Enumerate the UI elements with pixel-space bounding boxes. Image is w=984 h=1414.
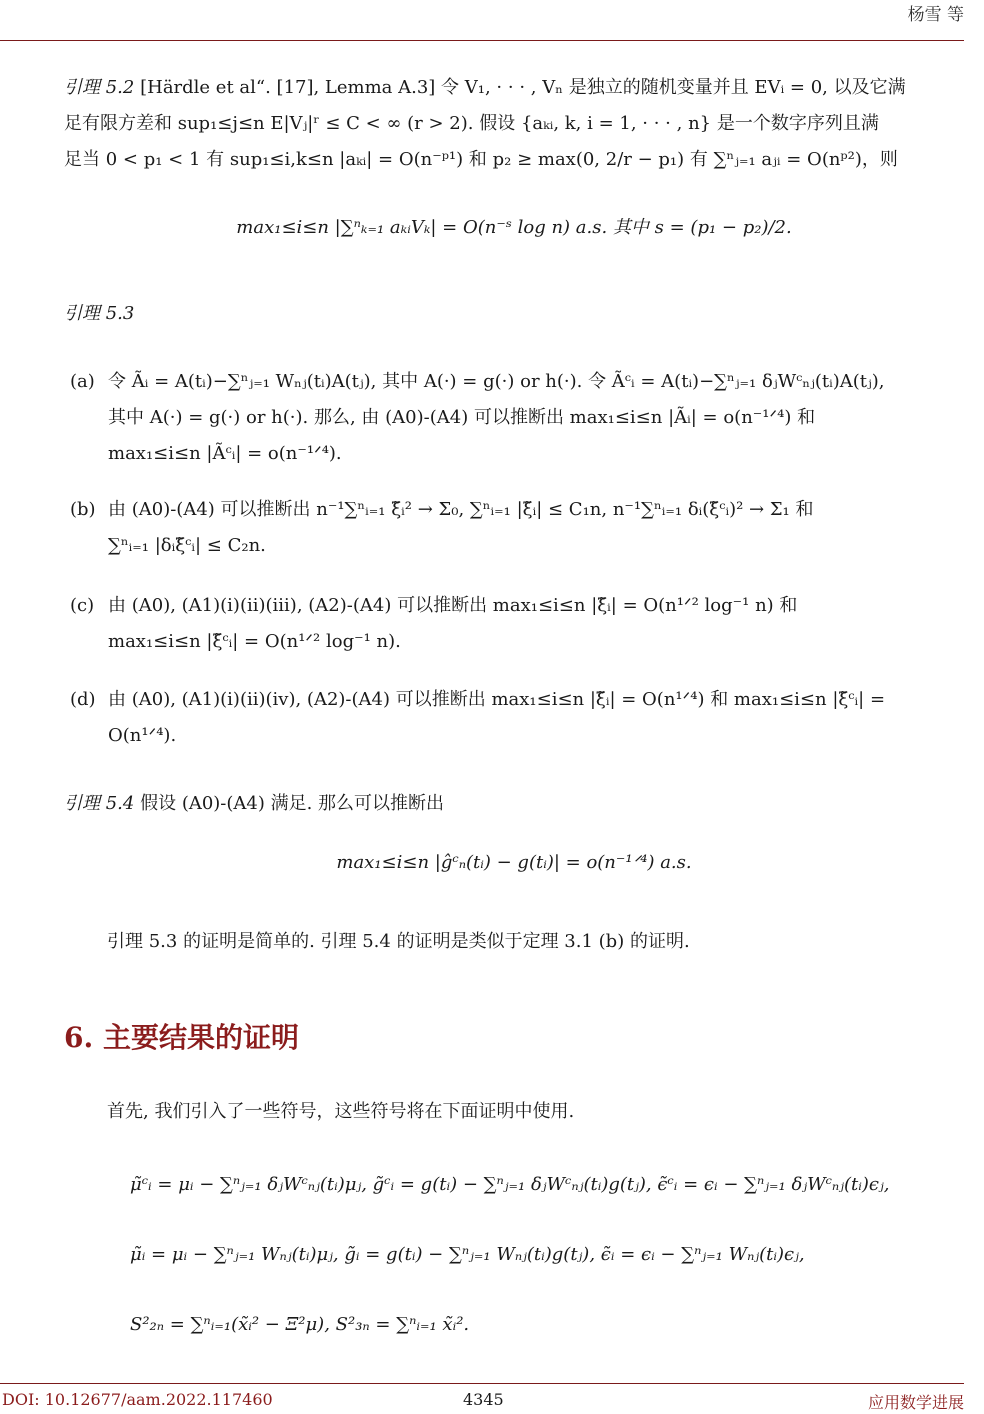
section-number: 6. — [64, 1021, 94, 1054]
item-marker: (c) — [70, 595, 95, 616]
lemma-5-2 — [64, 70, 964, 178]
item-line: ∑ⁿᵢ₌₁ |δᵢξ̃ᶜᵢ| ≤ C₂n. — [108, 535, 266, 556]
proof-note: 引理 5.3 的证明是简单的. 引理 5.4 的证明是类似于定理 3.1 (b) 的证明. — [107, 931, 690, 952]
lemma-5-2-display-equation: max₁≤i≤n |∑ⁿₖ₌₁ aₖᵢVₖ| = O(n⁻ˢ log n) a.s. 其中 s = (p₁ − p₂)/2. — [236, 217, 792, 238]
lemma-5-2-line-2: 足有限方差和 sup₁≤j≤n E|Vⱼ|ʳ ≤ C < ∞ (r > 2). 假设 {aₖᵢ, k, i = 1, · · · , n} 是一个数字序列且满 — [64, 113, 879, 134]
lemma-5-4-display-equation: max₁≤i≤n |ĝᶜₙ(tᵢ) − g(tᵢ)| = o(n⁻¹ᐟ⁴) a.s. — [336, 852, 692, 873]
footer-rule — [0, 1383, 964, 1384]
section-title: 主要结果的证明 — [102, 1021, 299, 1054]
lemma-5-3-item-d — [70, 682, 970, 754]
lemma-5-4-label: 引理 5.4 — [64, 793, 135, 814]
definitions-block — [130, 1160, 970, 1360]
lemma-5-2-line-1: [Härdle et al“. [17], Lemma A.3] 令 V₁, · · · , Vₙ 是独立的随机变量并且 EVᵢ = 0, 以及它满 — [140, 77, 906, 98]
item-marker: (b) — [70, 499, 96, 520]
footer-journal-link[interactable]: 应用数学进展 — [867, 1393, 964, 1412]
header-rule — [0, 40, 964, 41]
item-line: 令 Ãᵢ = A(tᵢ)−∑ⁿⱼ₌₁ Wₙⱼ(tᵢ)A(tⱼ), 其中 A(·) = g(·) or h(·). 令 Ãᶜᵢ = A(tᵢ)−∑ⁿⱼ₌₁ δⱼWᶜₙⱼ(tᵢ)A(tⱼ), — [108, 371, 885, 392]
item-line: O(n¹ᐟ⁴). — [108, 725, 177, 746]
item-line: 其中 A(·) = g(·) or h(·). 那么, 由 (A0)-(A4) 可以推断出 max₁≤i≤n |Ãᵢ| = o(n⁻¹ᐟ⁴) 和 — [108, 407, 816, 428]
lemma-5-2-label: 引理 5.2 — [64, 77, 135, 98]
definition-line-2: μ̃ᵢ = μᵢ − ∑ⁿⱼ₌₁ Wₙⱼ(tᵢ)μⱼ, g̃ᵢ = g(tᵢ) − ∑ⁿⱼ₌₁ Wₙⱼ(tᵢ)g(tⱼ), ϵ̃ᵢ = ϵᵢ − ∑ⁿⱼ₌₁ Wₙⱼ(tᵢ)ϵⱼ, — [130, 1244, 805, 1265]
item-line: 由 (A0), (A1)(i)(ii)(iv), (A2)-(A4) 可以推断出 max₁≤i≤n |ξ̃ᵢ| = O(n¹ᐟ⁴) 和 max₁≤i≤n |ξ̃ᶜᵢ| = — [108, 689, 886, 710]
footer-page-number: 4345 — [463, 1390, 504, 1409]
item-line: 由 (A0)-(A4) 可以推断出 n⁻¹∑ⁿᵢ₌₁ ξ̃ᵢ² → Σ₀, ∑ⁿᵢ₌₁ |ξ̃ᵢ| ≤ C₁n, n⁻¹∑ⁿᵢ₌₁ δᵢ(ξ̃ᶜᵢ)² → Σ₁ 和 — [108, 499, 814, 520]
running-head: 杨雪 等 — [907, 5, 964, 25]
lemma-5-2-line-3: 足当 0 < p₁ < 1 有 sup₁≤i,k≤n |aₖᵢ| = O(n⁻ᵖ¹) 和 p₂ ≥ max(0, 2/r − p₁) 有 ∑ⁿⱼ₌₁ aⱼᵢ = O(nᵖ²)，则 — [64, 149, 898, 170]
item-line: max₁≤i≤n |Ãᶜᵢ| = o(n⁻¹ᐟ⁴). — [108, 443, 342, 464]
definition-line-1: μ̃ᶜᵢ = μᵢ − ∑ⁿⱼ₌₁ δⱼWᶜₙⱼ(tᵢ)μⱼ, g̃ᶜᵢ = g(tᵢ) − ∑ⁿⱼ₌₁ δⱼWᶜₙⱼ(tᵢ)g(tⱼ), ϵ̃ᶜᵢ = ϵᵢ − ∑ⁿⱼ₌₁ δⱼWᶜₙⱼ(tᵢ)ϵⱼ, — [130, 1174, 890, 1195]
item-marker: (d) — [70, 689, 96, 710]
definition-line-3: S²₂ₙ = ∑ⁿᵢ₌₁(x̃ᵢ² − Ξ²μ), S²₃ₙ = ∑ⁿᵢ₌₁ x̃ᵢ². — [130, 1314, 470, 1335]
section-heading — [64, 1016, 299, 1056]
section-intro: 首先, 我们引入了一些符号，这些符号将在下面证明中使用. — [107, 1101, 575, 1122]
item-line: 由 (A0), (A1)(i)(ii)(iii), (A2)-(A4) 可以推断出 max₁≤i≤n |ξ̃ᵢ| = O(n¹ᐟ² log⁻¹ n) 和 — [108, 595, 798, 616]
lemma-5-4 — [64, 786, 444, 822]
lemma-5-4-text: 假设 (A0)-(A4) 满足. 那么可以推断出 — [140, 793, 445, 814]
lemma-5-3-item-c — [70, 588, 970, 660]
lemma-5-3-item-a — [70, 364, 970, 472]
lemma-5-3-label: 引理 5.3 — [64, 303, 135, 324]
item-marker: (a) — [70, 371, 95, 392]
lemma-5-3-item-b — [70, 492, 970, 564]
footer-doi-link[interactable]: DOI: 10.12677/aam.2022.117460 — [2, 1390, 273, 1409]
item-line: max₁≤i≤n |ξ̃ᶜᵢ| = O(n¹ᐟ² log⁻¹ n). — [108, 631, 401, 652]
